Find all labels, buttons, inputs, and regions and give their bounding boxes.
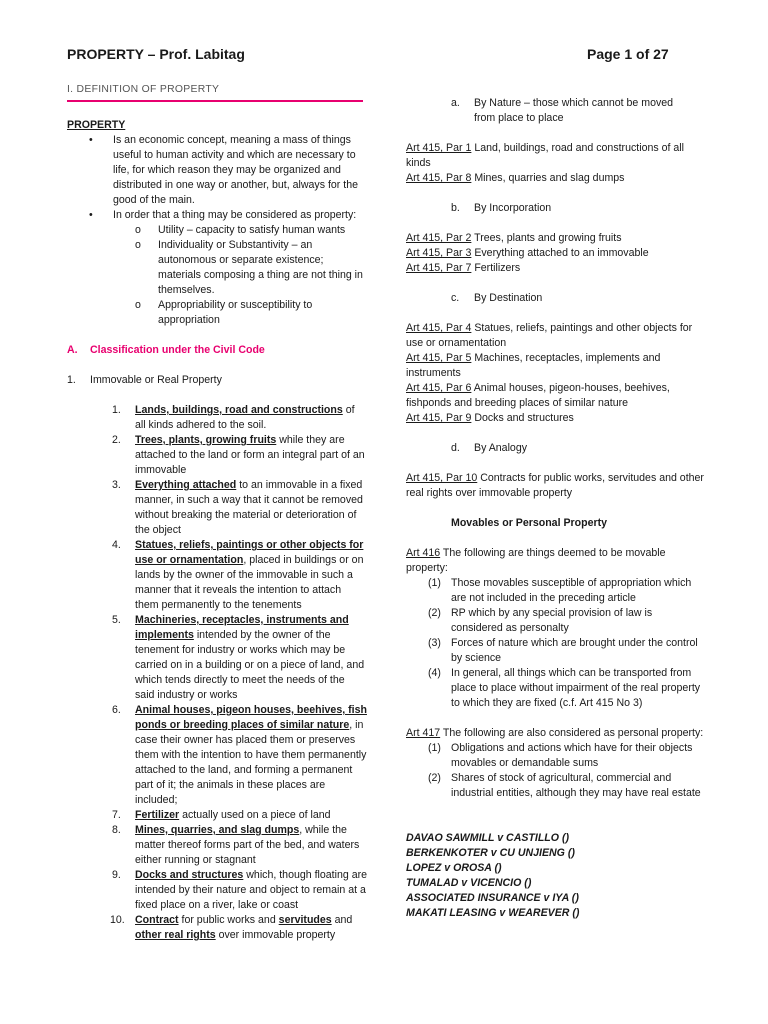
item-number: 3. — [112, 479, 121, 491]
category-marker: d. — [451, 442, 460, 454]
article-text: Statues, reliefs, paintings and other objects for use or ornamentation — [406, 322, 693, 349]
bullet-item — [67, 208, 367, 223]
list-marker: (3) — [428, 637, 441, 649]
article-ref: Art 415, Par 8 — [406, 172, 472, 184]
item-text: of all kinds adhered to the soil. — [135, 404, 355, 431]
item-number: 4. — [112, 539, 121, 551]
item-text: actually used on a piece of land — [179, 809, 331, 821]
item-term: Trees, plants, growing fruits — [135, 434, 277, 446]
article-ref: Art 416 — [406, 547, 441, 559]
list-item — [406, 741, 706, 771]
list-item — [406, 771, 706, 801]
article-ref: Art 415, Par 1 — [406, 142, 472, 154]
immovable-item — [67, 403, 367, 433]
article-line — [406, 246, 706, 261]
item-term: Statues, reliefs, paintings or other objects for use or ornamentation — [135, 539, 364, 566]
category-by-nature — [406, 96, 706, 126]
bullet-text: Is an economic concept, meaning a mass of things useful to human activity and which are necessary to life, for which reason they may be organized and distributed in one way or another, but, always for the good of the main. — [113, 134, 358, 206]
article-ref: Art 415, Par 5 — [406, 352, 472, 364]
immovable-item — [67, 823, 367, 868]
item-number: 1. — [112, 404, 121, 416]
circle-bullet-icon: o — [135, 224, 141, 236]
immovable-item — [67, 868, 367, 913]
item-number: 9. — [112, 869, 121, 881]
item-number: 10. — [110, 914, 125, 926]
case-title: BERKENKOTER v CU UNJIENG () — [406, 847, 575, 859]
section-divider — [67, 100, 363, 102]
left-column — [67, 118, 367, 943]
list-item — [406, 606, 706, 636]
article-text: Fertilizers — [471, 262, 521, 274]
case-title: TUMALAD v VICENCIO () — [406, 877, 532, 889]
item-text: , in case their owner has placed them or preserves them with the intention to have them permanently attached to the land, and forming a permanent part of it; the animals in these places are included; — [135, 719, 367, 806]
list-item — [406, 636, 706, 666]
case-title: ASSOCIATED INSURANCE v IYA () — [406, 892, 579, 904]
list-text: Those movables susceptible of appropriation which are not included in the preceding article — [451, 577, 692, 604]
category-marker: c. — [451, 292, 460, 304]
bullet-text: In order that a thing may be considered as property: — [113, 209, 357, 221]
article-ref: Art 415, Par 7 — [406, 262, 472, 274]
item-term: Everything attached — [135, 479, 237, 491]
immovable-marker: 1. — [67, 374, 76, 386]
case-title: MAKATI LEASING v WEAREVER () — [406, 907, 580, 919]
immovable-text: Immovable or Real Property — [90, 374, 222, 386]
immovable-item — [67, 538, 367, 613]
page-number: Page 1 of 27 — [587, 46, 669, 62]
section-heading: I. DEFINITION OF PROPERTY — [67, 84, 220, 95]
immovable-item — [67, 703, 367, 808]
article-ref: Art 415, Par 2 — [406, 232, 472, 244]
bullet-icon: • — [89, 209, 93, 221]
category-text: By Nature – those which cannot be moved from place to place — [474, 97, 674, 124]
item-text: , placed in buildings or on lands by the owner of the immovable in such a manner that it reveals the intention to attach them permanently to the tenements — [135, 554, 364, 611]
immovable-item — [67, 433, 367, 478]
list-item — [406, 666, 706, 711]
classification-marker: A. — [67, 344, 78, 356]
article-ref: Art 415, Par 6 — [406, 382, 472, 394]
category-text: By Incorporation — [474, 202, 552, 214]
article-ref: Art 417 — [406, 727, 441, 739]
article-line — [406, 546, 706, 576]
list-marker: (2) — [428, 607, 441, 619]
list-text: Forces of nature which are brought under the control by science — [451, 637, 698, 664]
immovable-item — [67, 808, 367, 823]
article-text: Docks and structures — [471, 412, 574, 424]
item-text: which, though floating are intended by their nature and object to remain at a fixed place on a river, lake or coast — [135, 869, 368, 911]
list-marker: (1) — [428, 742, 441, 754]
category-text: By Analogy — [474, 442, 528, 454]
list-marker: (2) — [428, 772, 441, 784]
immovable-item — [67, 613, 367, 703]
sub-bullet-text: Utility – capacity to satisfy human wants — [158, 224, 346, 236]
item-text: over immovable property — [215, 929, 336, 941]
sub-bullet-item — [67, 238, 367, 298]
article-line — [406, 381, 706, 411]
list-item — [406, 576, 706, 606]
category-marker: b. — [451, 202, 460, 214]
article-ref: Art 415, Par 4 — [406, 322, 472, 334]
article-ref: Art 415, Par 9 — [406, 412, 472, 424]
bullet-icon: • — [89, 134, 93, 146]
right-column — [406, 96, 706, 921]
bullet-item — [67, 133, 367, 208]
item-term: Animal houses, pigeon houses, beehives, fish ponds or breeding places of similar nature — [135, 704, 367, 731]
item-text: to an immovable in a fixed manner, in such a way that it cannot be removed without breaking the material or deterioration of the object — [135, 479, 363, 536]
article-ref: Art 415, Par 3 — [406, 247, 472, 259]
item-term: Contract — [135, 914, 179, 926]
category-by-analogy — [406, 441, 706, 456]
item-term: Lands, buildings, road and constructions — [135, 404, 343, 416]
article-text: Mines, quarries and slag dumps — [471, 172, 625, 184]
item-number: 8. — [112, 824, 121, 836]
immovable-item — [67, 478, 367, 538]
classification-text: Classification under the Civil Code — [90, 344, 265, 356]
item-term: Fertilizer — [135, 809, 180, 821]
item-term: servitudes — [278, 914, 332, 926]
movables-heading: Movables or Personal Property — [451, 517, 608, 529]
article-line — [406, 261, 706, 276]
item-text: for public works and — [178, 914, 279, 926]
header-title: PROPERTY – Prof. Labitag — [67, 46, 245, 62]
item-number: 7. — [112, 809, 121, 821]
category-text: By Destination — [474, 292, 543, 304]
item-term: other real rights — [135, 929, 216, 941]
article-line — [406, 726, 706, 741]
item-text: while they are attached to the land or form an integral part of an immovable — [135, 434, 365, 476]
sub-bullet-text: Appropriability or susceptibility to appropriation — [158, 299, 313, 326]
article-line — [406, 141, 706, 171]
list-marker: (1) — [428, 577, 441, 589]
item-term: Mines, quarries, and slag dumps — [135, 824, 300, 836]
category-by-incorporation — [406, 201, 706, 216]
sub-bullet-item — [67, 298, 367, 328]
immovable-heading — [67, 373, 367, 388]
list-text: In general, all things which can be transported from place to place without impairment of the real property to which they are fixed (c.f. Art 415 No 3) — [451, 667, 701, 709]
article-line — [406, 231, 706, 246]
article-line — [406, 351, 706, 381]
classification-heading — [67, 343, 367, 358]
circle-bullet-icon: o — [135, 239, 141, 251]
sub-bullet-text: Individuality or Substantivity – an autonomous or separate existence; materials composing a thing are not thing in themselves. — [158, 239, 363, 296]
case-title: LOPEZ v OROSA () — [406, 862, 502, 874]
article-text: Animal houses, pigeon-houses, beehives, fishponds and breeding places of similar nature — [406, 382, 670, 409]
case-list — [406, 831, 706, 921]
list-text: Obligations and actions which have for their objects movables or demandable sums — [451, 742, 693, 769]
circle-bullet-icon: o — [135, 299, 141, 311]
article-text: Trees, plants and growing fruits — [471, 232, 622, 244]
sub-bullet-item — [67, 223, 367, 238]
article-line — [406, 471, 706, 501]
article-text: Everything attached to an immovable — [471, 247, 649, 259]
article-text: The following are things deemed to be movable property: — [406, 547, 666, 574]
article-text: The following are also considered as personal property: — [440, 727, 704, 739]
item-number: 6. — [112, 704, 121, 716]
article-text: Machines, receptacles, implements and instruments — [406, 352, 661, 379]
item-text: , while the matter thereof forms part of the bed, and waters either running or stagnant — [135, 824, 360, 866]
list-marker: (4) — [428, 667, 441, 679]
category-by-destination — [406, 291, 706, 306]
article-text: Contracts for public works, servitudes and other real rights over immovable property — [406, 472, 704, 499]
list-text: RP which by any special provision of law is considered as personalty — [451, 607, 653, 634]
item-text: and — [331, 914, 353, 926]
item-term: Machineries, receptacles, instruments and implements — [135, 614, 349, 641]
item-text: intended by the owner of the tenement for industry or works which may be carried on in a building or on a piece of land, and which tends directly to meet the needs of the said industry or works — [135, 629, 365, 701]
category-marker: a. — [451, 97, 460, 109]
immovable-item — [67, 913, 367, 943]
article-line — [406, 411, 706, 426]
article-text: Land, buildings, road and constructions of all kinds — [406, 142, 684, 169]
case-title: DAVAO SAWMILL v CASTILLO () — [406, 832, 570, 844]
list-text: Shares of stock of agricultural, commercial and industrial entities, although they may have real estate — [451, 772, 701, 799]
property-title: PROPERTY — [67, 119, 126, 131]
item-number: 5. — [112, 614, 121, 626]
item-term: Docks and structures — [135, 869, 244, 881]
article-line — [406, 321, 706, 351]
article-line — [406, 171, 706, 186]
item-number: 2. — [112, 434, 121, 446]
article-ref: Art 415, Par 10 — [406, 472, 478, 484]
